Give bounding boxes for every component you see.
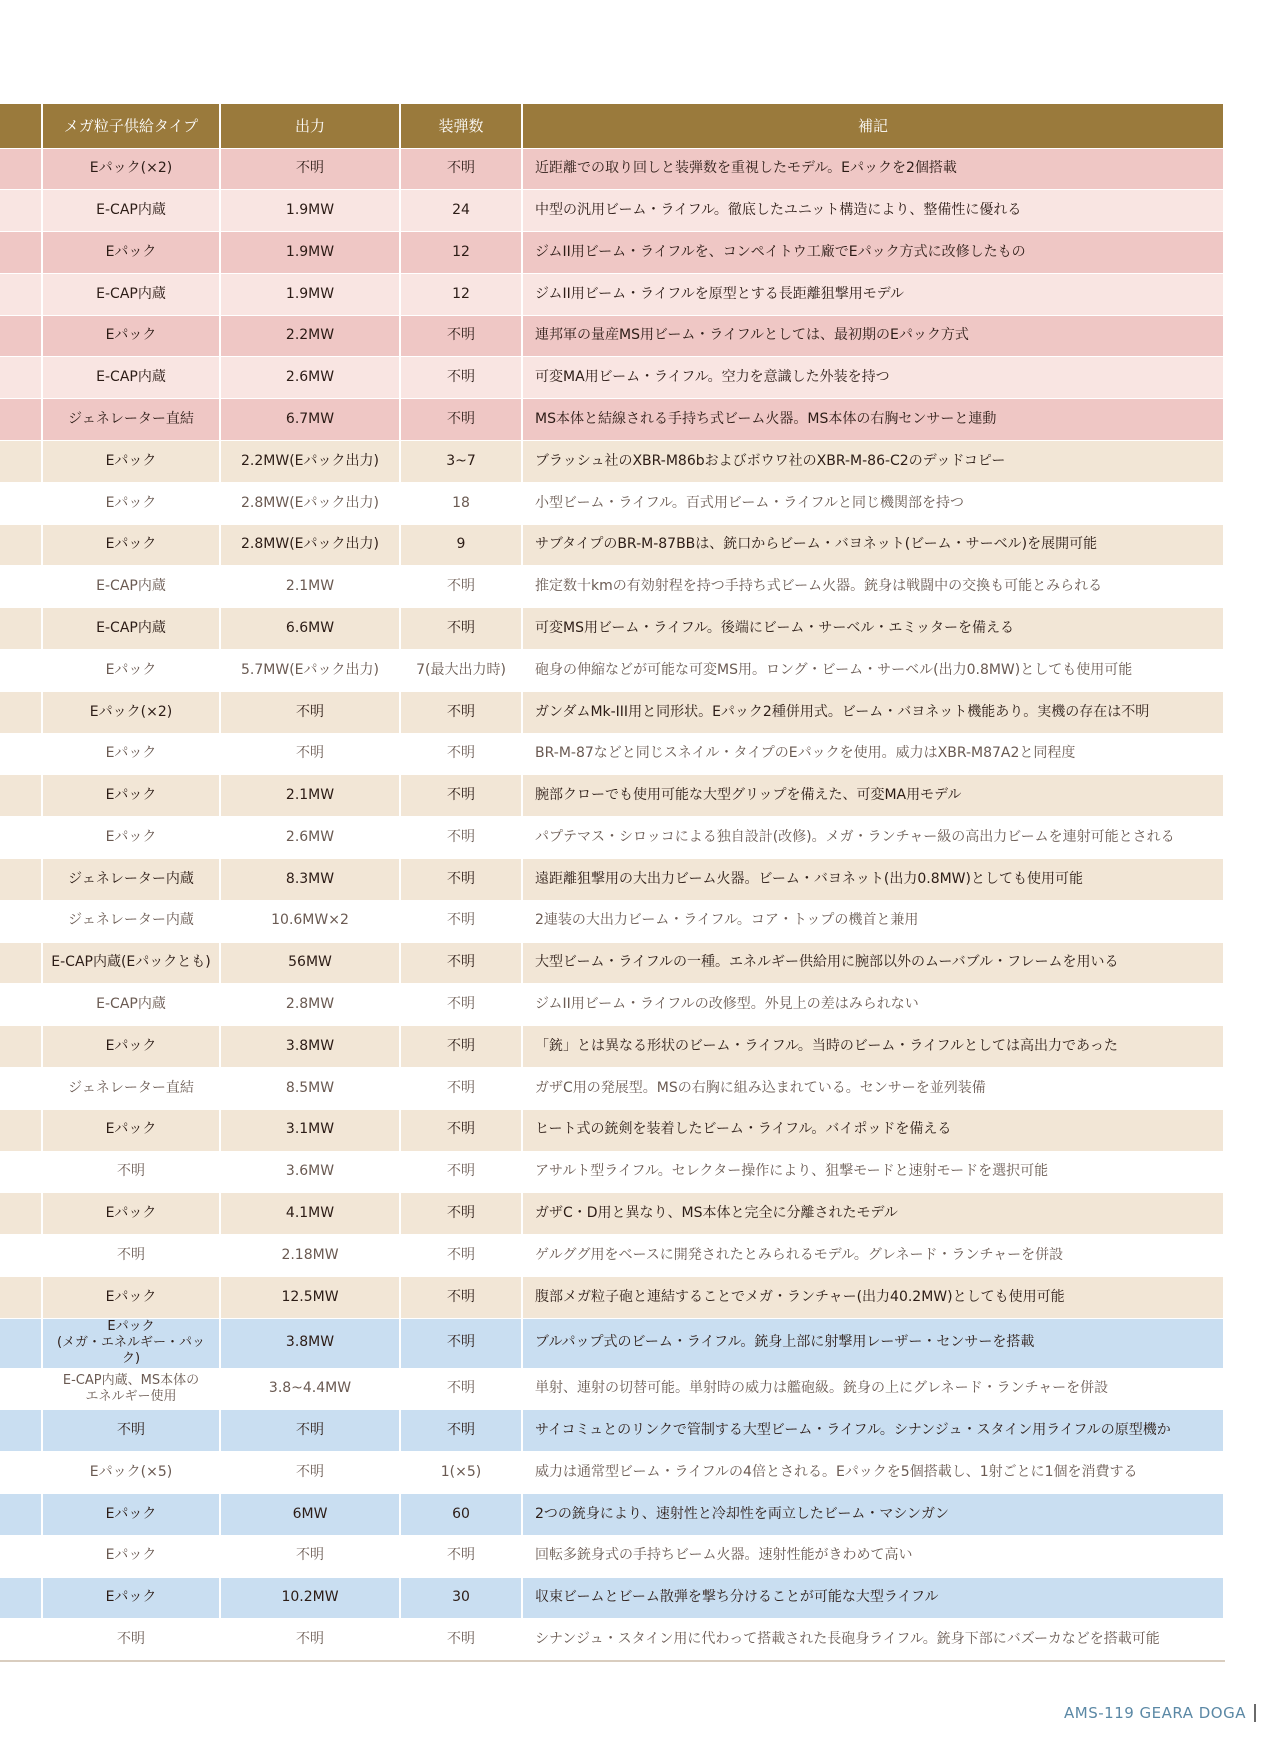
header-row (0, 104, 1224, 148)
row-spacer (0, 1068, 42, 1110)
cell-supply-type: Eパック (42, 1535, 220, 1577)
row-spacer (0, 900, 42, 942)
row-spacer (0, 399, 42, 441)
row-spacer (0, 733, 42, 775)
cell-output: 不明 (220, 1452, 400, 1494)
cell-note: 遠距離狙撃用の大出力ビーム火器。ビーム・バヨネット(出力0.8MW)としても使用可能 (522, 859, 1224, 901)
table-row (0, 1109, 1224, 1151)
cell-output: 2.8MW(Eパック出力) (220, 482, 400, 524)
table-row (0, 775, 1224, 817)
cell-supply-type: E-CAP内蔵、MS本体の エネルギー使用 (42, 1368, 220, 1410)
cell-supply-type: E-CAP内蔵(Eパックとも) (42, 942, 220, 984)
cell-supply-type: Eパック (42, 232, 220, 274)
cell-ammo: 不明 (400, 566, 522, 608)
cell-ammo: 不明 (400, 984, 522, 1026)
table-row (0, 1535, 1224, 1577)
table-row (0, 482, 1224, 524)
cell-ammo: 不明 (400, 733, 522, 775)
cell-supply-type: ジェネレーター内蔵 (42, 859, 220, 901)
cell-ammo: 不明 (400, 1410, 522, 1452)
cell-supply-type: Eパック (42, 1026, 220, 1068)
table-row (0, 232, 1224, 274)
cell-output: 3.1MW (220, 1109, 400, 1151)
table-row (0, 1452, 1224, 1494)
cell-ammo: 不明 (400, 691, 522, 733)
cell-supply-type: E-CAP内蔵 (42, 273, 220, 315)
header-output: 出力 (220, 104, 400, 148)
row-spacer (0, 524, 42, 566)
cell-supply-type: Eパック(×2) (42, 691, 220, 733)
cell-supply-type: E-CAP内蔵 (42, 608, 220, 650)
cell-supply-type: Eパック (42, 650, 220, 692)
cell-output: 3.6MW (220, 1151, 400, 1193)
cell-supply-type: Eパック (42, 1193, 220, 1235)
cell-supply-type: E-CAP内蔵 (42, 566, 220, 608)
cell-note: ブラッシュ社のXBR-M86bおよびボウワ社のXBR-M-86-C2のデッドコピー (522, 441, 1224, 483)
header-note: 補記 (522, 104, 1224, 148)
cell-ammo: 不明 (400, 1368, 522, 1410)
row-spacer (0, 357, 42, 399)
table-row (0, 650, 1224, 692)
cell-ammo: 不明 (400, 1277, 522, 1319)
table-row (0, 315, 1224, 357)
cell-ammo: 12 (400, 232, 522, 274)
cell-ammo: 不明 (400, 399, 522, 441)
cell-note: サイコミュとのリンクで管制する大型ビーム・ライフル。シナンジュ・スタイン用ライフルの原型機か (522, 1410, 1224, 1452)
row-spacer (0, 232, 42, 274)
cell-output: 10.6MW×2 (220, 900, 400, 942)
cell-output: 2.8MW(Eパック出力) (220, 524, 400, 566)
row-spacer (0, 1235, 42, 1277)
cell-ammo: 7(最大出力時) (400, 650, 522, 692)
cell-supply-type: Eパック (42, 1577, 220, 1619)
table-row (0, 566, 1224, 608)
cell-output: 2.2MW(Eパック出力) (220, 441, 400, 483)
cell-supply-type: 不明 (42, 1151, 220, 1193)
cell-output: 2.6MW (220, 357, 400, 399)
cell-ammo: 不明 (400, 1535, 522, 1577)
row-spacer (0, 1318, 42, 1368)
cell-ammo: 不明 (400, 1068, 522, 1110)
cell-ammo: 不明 (400, 859, 522, 901)
table-row (0, 1619, 1224, 1661)
table-row (0, 441, 1224, 483)
cell-supply-type: Eパック (42, 441, 220, 483)
cell-note: ジムII用ビーム・ライフルの改修型。外見上の差はみられない (522, 984, 1224, 1026)
cell-note: BR-M-87などと同じスネイル・タイプのEパックを使用。威力はXBR-M87A2と同程度 (522, 733, 1224, 775)
cell-supply-type: ジェネレーター内蔵 (42, 900, 220, 942)
cell-note: 砲身の伸縮などが可能な可変MS用。ロング・ビーム・サーベル(出力0.8MW)としても使用可能 (522, 650, 1224, 692)
table-row (0, 1193, 1224, 1235)
cell-output: 不明 (220, 733, 400, 775)
cell-note: 可変MA用ビーム・ライフル。空力を意識した外装を持つ (522, 357, 1224, 399)
table-row (0, 1026, 1224, 1068)
cell-ammo: 不明 (400, 817, 522, 859)
table-row (0, 1368, 1224, 1410)
header-ammo: 装弾数 (400, 104, 522, 148)
cell-supply-type: Eパック (42, 482, 220, 524)
table-row (0, 1318, 1224, 1368)
table-row (0, 608, 1224, 650)
cell-note: 威力は通常型ビーム・ライフルの4倍とされる。Eパックを5個搭載し、1射ごとに1個を消費する (522, 1452, 1224, 1494)
cell-output: 不明 (220, 1410, 400, 1452)
cell-note: ブルパップ式のビーム・ライフル。銃身上部に射撃用レーザー・センサーを搭載 (522, 1318, 1224, 1368)
cell-note: 推定数十kmの有効射程を持つ手持ち式ビーム火器。銃身は戦闘中の交換も可能とみられる (522, 566, 1224, 608)
row-spacer (0, 1577, 42, 1619)
cell-supply-type: ジェネレーター直結 (42, 1068, 220, 1110)
cell-output: 5.7MW(Eパック出力) (220, 650, 400, 692)
table-row (0, 817, 1224, 859)
cell-output: 6.7MW (220, 399, 400, 441)
cell-supply-type: 不明 (42, 1410, 220, 1452)
cell-output: 6MW (220, 1493, 400, 1535)
table-row (0, 190, 1224, 232)
cell-supply-type: E-CAP内蔵 (42, 190, 220, 232)
cell-note: シナンジュ・スタイン用に代わって搭載された長砲身ライフル。銃身下部にバズーカなどを搭載可能 (522, 1619, 1224, 1661)
row-spacer (0, 315, 42, 357)
cell-note: 可変MS用ビーム・ライフル。後端にビーム・サーベル・エミッターを備える (522, 608, 1224, 650)
cell-note: 単射、連射の切替可能。単射時の威力は艦砲級。銃身の上にグレネード・ランチャーを併設 (522, 1368, 1224, 1410)
table-row (0, 1410, 1224, 1452)
cell-note: 腕部クローでも使用可能な大型グリップを備えた、可変MA用モデル (522, 775, 1224, 817)
cell-output: 4.1MW (220, 1193, 400, 1235)
cell-ammo: 9 (400, 524, 522, 566)
row-spacer (0, 608, 42, 650)
table-row (0, 1068, 1224, 1110)
row-spacer (0, 1109, 42, 1151)
cell-output: 3.8MW (220, 1026, 400, 1068)
cell-note: アサルト型ライフル。セレクター操作により、狙撃モードと速射モードを選択可能 (522, 1151, 1224, 1193)
row-spacer (0, 691, 42, 733)
cell-supply-type: ジェネレーター直結 (42, 399, 220, 441)
table-row (0, 942, 1224, 984)
cell-ammo: 不明 (400, 315, 522, 357)
cell-output: 不明 (220, 1619, 400, 1661)
cell-note: 腹部メガ粒子砲と連結することでメガ・ランチャー(出力40.2MW)としても使用可能 (522, 1277, 1224, 1319)
cell-supply-type: Eパック (メガ・エネルギー・パック) (42, 1318, 220, 1368)
cell-supply-type: E-CAP内蔵 (42, 984, 220, 1026)
cell-output: 2.8MW (220, 984, 400, 1026)
row-spacer (0, 1493, 42, 1535)
table-row (0, 859, 1224, 901)
cell-ammo: 不明 (400, 357, 522, 399)
row-spacer (0, 775, 42, 817)
cell-note: サブタイプのBR-M-87BBは、銃口からビーム・バヨネット(ビーム・サーベル)を展開可能 (522, 524, 1224, 566)
cell-supply-type: Eパック (42, 775, 220, 817)
cell-supply-type: 不明 (42, 1619, 220, 1661)
cell-note: ゲルググ用をベースに開発されたとみられるモデル。グレネード・ランチャーを併設 (522, 1235, 1224, 1277)
cell-supply-type: Eパック (42, 733, 220, 775)
spec-table-wrapper (0, 104, 1224, 1662)
header-type: メガ粒子供給タイプ (42, 104, 220, 148)
cell-output: 3.8MW (220, 1318, 400, 1368)
cell-output: 3.8~4.4MW (220, 1368, 400, 1410)
row-spacer (0, 942, 42, 984)
cell-note: 連邦軍の量産MS用ビーム・ライフルとしては、最初期のEパック方式 (522, 315, 1224, 357)
cell-note: 収束ビームとビーム散弾を撃ち分けることが可能な大型ライフル (522, 1577, 1224, 1619)
cell-output: 不明 (220, 148, 400, 190)
row-spacer (0, 1619, 42, 1661)
cell-supply-type: Eパック (42, 1277, 220, 1319)
row-spacer (0, 441, 42, 483)
row-spacer (0, 1277, 42, 1319)
row-spacer (0, 482, 42, 524)
table-row (0, 691, 1224, 733)
cell-note: ガザC・D用と異なり、MS本体と完全に分離されたモデル (522, 1193, 1224, 1235)
cell-note: ガザC用の発展型。MSの右胸に組み込まれている。センサーを並列装備 (522, 1068, 1224, 1110)
table-header (0, 104, 1224, 148)
cell-note: MS本体と結線される手持ち式ビーム火器。MS本体の右胸センサーと連動 (522, 399, 1224, 441)
cell-output: 12.5MW (220, 1277, 400, 1319)
table-row (0, 1151, 1224, 1193)
row-spacer (0, 1151, 42, 1193)
cell-output: 10.2MW (220, 1577, 400, 1619)
table-row (0, 1235, 1224, 1277)
row-spacer (0, 1410, 42, 1452)
cell-ammo: 不明 (400, 608, 522, 650)
cell-note: 大型ビーム・ライフルの一種。エネルギー供給用に腕部以外のムーバブル・フレームを用いる (522, 942, 1224, 984)
cell-ammo: 不明 (400, 148, 522, 190)
cell-output: 6.6MW (220, 608, 400, 650)
row-spacer (0, 273, 42, 315)
cell-note: 回転多銃身式の手持ちビーム火器。速射性能がきわめて高い (522, 1535, 1224, 1577)
cell-supply-type: Eパック (42, 1493, 220, 1535)
row-spacer (0, 190, 42, 232)
cell-note: 近距離での取り回しと装弾数を重視したモデル。Eパックを2個搭載 (522, 148, 1224, 190)
cell-ammo: 不明 (400, 1619, 522, 1661)
row-spacer (0, 817, 42, 859)
cell-note: 「銃」とは異なる形状のビーム・ライフル。当時のビーム・ライフルとしては高出力であった (522, 1026, 1224, 1068)
cell-ammo: 18 (400, 482, 522, 524)
cell-output: 2.1MW (220, 566, 400, 608)
cell-note: 2つの銃身により、速射性と冷却性を両立したビーム・マシンガン (522, 1493, 1224, 1535)
cell-output: 8.5MW (220, 1068, 400, 1110)
cell-ammo: 不明 (400, 1109, 522, 1151)
cell-ammo: 24 (400, 190, 522, 232)
table-body (0, 148, 1224, 1661)
table-row (0, 1277, 1224, 1319)
cell-output: 2.2MW (220, 315, 400, 357)
row-spacer (0, 859, 42, 901)
cell-supply-type: Eパック(×5) (42, 1452, 220, 1494)
cell-ammo: 不明 (400, 1026, 522, 1068)
weapon-spec-table (0, 104, 1225, 1662)
cell-supply-type: Eパック(×2) (42, 148, 220, 190)
table-row (0, 524, 1224, 566)
row-spacer (0, 650, 42, 692)
cell-note: ガンダムMk-III用と同形状。Eパック2種併用式。ビーム・バヨネット機能あり。実機の存在は不明 (522, 691, 1224, 733)
cell-output: 2.18MW (220, 1235, 400, 1277)
cell-ammo: 不明 (400, 775, 522, 817)
page-footer-title: AMS-119 GEARA DOGA (1064, 1704, 1256, 1722)
cell-output: 不明 (220, 1535, 400, 1577)
cell-note: ジムII用ビーム・ライフルを、コンペイトウ工廠でEパック方式に改修したもの (522, 232, 1224, 274)
cell-supply-type: Eパック (42, 817, 220, 859)
row-spacer (0, 148, 42, 190)
table-row (0, 733, 1224, 775)
table-row (0, 900, 1224, 942)
cell-supply-type: Eパック (42, 1109, 220, 1151)
table-row (0, 399, 1224, 441)
cell-output: 1.9MW (220, 273, 400, 315)
cell-note: ヒート式の銃剣を装着したビーム・ライフル。バイポッドを備える (522, 1109, 1224, 1151)
cell-output: 不明 (220, 691, 400, 733)
cell-ammo: 1(×5) (400, 1452, 522, 1494)
header-spacer (0, 104, 42, 148)
cell-ammo: 30 (400, 1577, 522, 1619)
table-row (0, 1577, 1224, 1619)
cell-note: パプテマス・シロッコによる独自設計(改修)。メガ・ランチャー級の高出力ビームを連射可能とされる (522, 817, 1224, 859)
row-spacer (0, 984, 42, 1026)
row-spacer (0, 566, 42, 608)
cell-note: 中型の汎用ビーム・ライフル。徹底したユニット構造により、整備性に優れる (522, 190, 1224, 232)
row-spacer (0, 1193, 42, 1235)
cell-ammo: 不明 (400, 900, 522, 942)
cell-ammo: 不明 (400, 1193, 522, 1235)
table-row (0, 1493, 1224, 1535)
cell-output: 2.6MW (220, 817, 400, 859)
cell-ammo: 3~7 (400, 441, 522, 483)
cell-ammo: 不明 (400, 1235, 522, 1277)
cell-supply-type: 不明 (42, 1235, 220, 1277)
cell-ammo: 60 (400, 1493, 522, 1535)
cell-supply-type: E-CAP内蔵 (42, 357, 220, 399)
cell-note: 2連装の大出力ビーム・ライフル。コア・トップの機首と兼用 (522, 900, 1224, 942)
cell-output: 1.9MW (220, 190, 400, 232)
cell-ammo: 12 (400, 273, 522, 315)
table-row (0, 148, 1224, 190)
cell-output: 8.3MW (220, 859, 400, 901)
row-spacer (0, 1368, 42, 1410)
cell-note: ジムII用ビーム・ライフルを原型とする長距離狙撃用モデル (522, 273, 1224, 315)
table-row (0, 984, 1224, 1026)
table-row (0, 357, 1224, 399)
cell-output: 56MW (220, 942, 400, 984)
cell-supply-type: Eパック (42, 524, 220, 566)
row-spacer (0, 1535, 42, 1577)
cell-ammo: 不明 (400, 942, 522, 984)
cell-note: 小型ビーム・ライフル。百式用ビーム・ライフルと同じ機関部を持つ (522, 482, 1224, 524)
cell-supply-type: Eパック (42, 315, 220, 357)
row-spacer (0, 1026, 42, 1068)
cell-ammo: 不明 (400, 1318, 522, 1368)
cell-ammo: 不明 (400, 1151, 522, 1193)
cell-output: 2.1MW (220, 775, 400, 817)
row-spacer (0, 1452, 42, 1494)
table-row (0, 273, 1224, 315)
cell-output: 1.9MW (220, 232, 400, 274)
